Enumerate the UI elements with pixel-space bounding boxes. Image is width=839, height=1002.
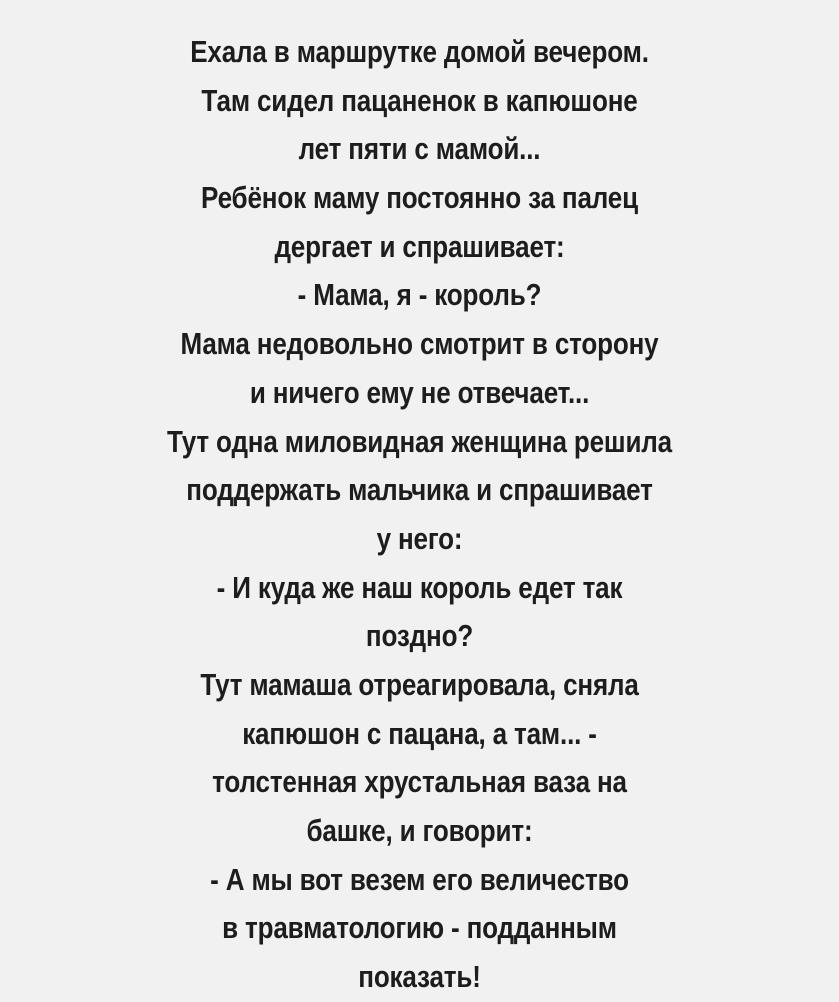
story-line: дергает и спрашивает:	[274, 228, 565, 264]
story-line: Там сидел пацаненок в капюшоне	[201, 82, 638, 118]
story-line: капюшон с пацана, а там... -	[242, 715, 597, 751]
story-line: толстенная хрустальная ваза на	[212, 764, 627, 800]
story-line: у него:	[376, 520, 463, 556]
story-line: в травматологию - подданным	[222, 910, 617, 946]
story-line: Тут мамаша отреагировала, сняла	[200, 666, 639, 702]
story-line: Мама недовольно смотрит в сторону	[180, 326, 659, 362]
story-line: Ребёнок маму постоянно за палец	[201, 180, 638, 216]
story-line: башке, и говорит:	[306, 813, 533, 848]
story-line: - А мы вот везем его величество	[210, 861, 629, 897]
story-line: поздно?	[365, 618, 474, 654]
story-line: - Мама, я - король?	[297, 277, 542, 313]
story-line: поддержать мальчика и спрашивает	[186, 472, 653, 508]
story-line: - И куда же наш король едет так	[216, 569, 623, 605]
story-line: и ничего ему не отвечает...	[249, 374, 590, 410]
story-line: Тут одна миловидная женщина решила	[167, 423, 672, 459]
story-line: показать!	[358, 959, 481, 995]
story-line: Ехала в маршрутке домой вечером.	[190, 34, 649, 69]
story-line: лет пяти с мамой...	[298, 131, 541, 167]
story-text	[0, 28, 839, 1002]
